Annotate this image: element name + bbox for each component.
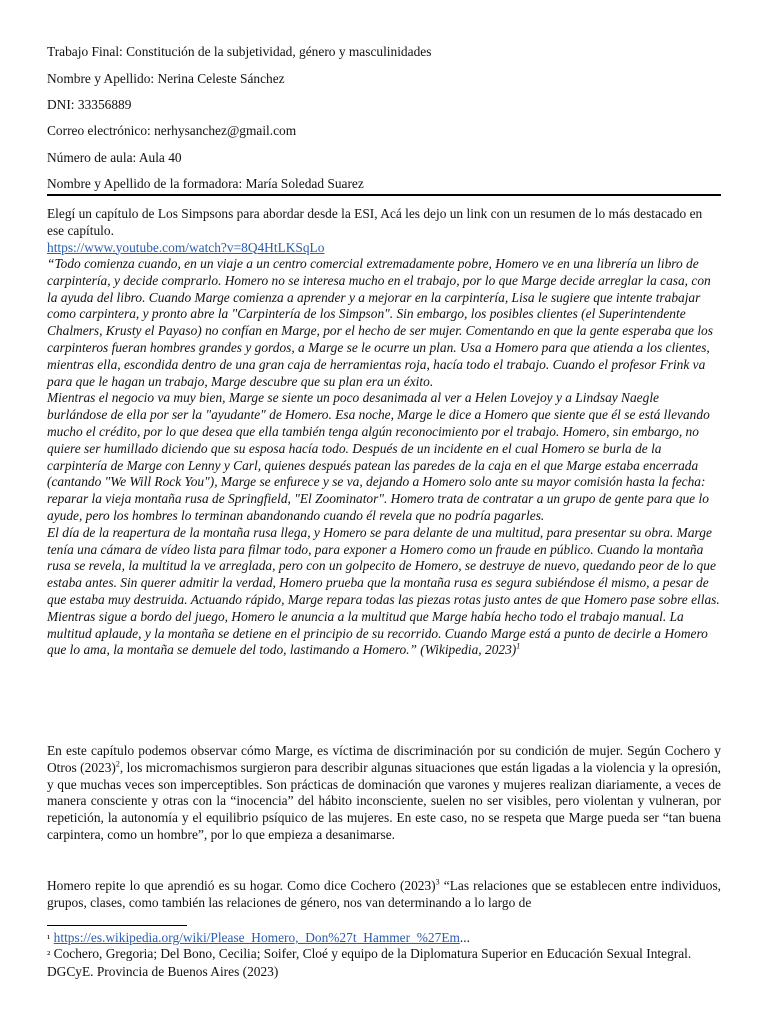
quote-paragraph-3 <box>47 525 721 659</box>
footnote-2-text: Cochero, Gregoria; Del Bono, Cecilia; Soifer, Cloé y equipo de la Diplomatura Superior en Educación Sexual Integral. DGCyE. Provincia de Buenos Aires (2023) <box>47 946 692 979</box>
footnote-2-mark: ² <box>47 949 51 961</box>
trainer-name: Nombre y Apellido de la formadora: María Soledad Suarez <box>47 176 364 191</box>
youtube-link[interactable]: https://www.youtube.com/watch?v=8Q4HtLKSqLo <box>47 239 325 255</box>
footnote-1-mark: ¹ <box>47 933 51 945</box>
analysis-text-1a: En este capítulo podemos observar cómo Marge, es víctima de discriminación por su condición de mujer. Según Cochero y Otros (2023) <box>47 743 721 775</box>
classroom-number: Número de aula: Aula 40 <box>47 150 182 165</box>
student-dni: DNI: 33356889 <box>47 97 132 112</box>
wikipedia-link[interactable]: https://es.wikipedia.org/wiki/Please_Homero,_Don%27t_Hammer_%27Em <box>53 930 460 945</box>
student-name: Nombre y Apellido: Nerina Celeste Sánchez <box>47 71 285 86</box>
quote-paragraph-3-text: El día de la reapertura de la montaña rusa llega, y Homero se para delante de una multitud, para presentar su obra. Marge tenía una cámara de vídeo lista para filmar todo, para exponer a Homero como un fraude en público. Cuando la montaña rusa se revela, la multitud la ve arreglada, pero con un golpecito de Homero, se destruye de nuevo, quedando peor de lo que estaba antes. Sin querer admitir la verdad, Homero prueba que la montaña rusa es segura subiéndose él mismo, a pesar de que estaba muy destruida. Actuando rápido, Marge repara todas las piezas rotas justo antes de que Homero pase sobre ellas. Mientras sigue a bordo del juego, Homero le anuncia a la multitud que Marge había hecho todo el trabajo manual. La multitud aplaude, y la montaña se detiene en el principio de su recorrido. Cuando Marge está a punto de decirle a Homero que lo ama, la montaña se demuele del todo, lastimando a Homero.” (Wikipedia, 2023) <box>47 524 720 658</box>
quote-paragraph-1: “Todo comienza cuando, en un viaje a un centro comercial extremadamente pobre, Homero ve en una librería un libro de carpintería, y decide comprarlo. Homero no se interesa mucho en el trabajo, por lo que Marge decide arreglar la casa, con la ayuda del libro. Cuando Marge comienza a aprender y a mejorar en la carpintería, Lisa le sugiere que intente trabajar como carpintera, y pronto abre la "Carpintería de los Simpson". Sin embargo, los posibles clientes (el Superintendente Chalmers, Krusty el Payaso) no confían en Marge, por el hecho de ser mujer. Comentando en que la gente esperaba que los carpinteros fueran hombres grandes y gordos, a Marge se le ocurre un plan. Usa a Homero para que atienda a los clientes, mientras ella, escondida dentro de una gran caja de herramientas roja, hacía todo el trabajo. Cuando el profesor Frink va para que le hagan un trabajo, Marge descubre que su plan era un éxito. <box>47 256 713 389</box>
footnote-ref-1[interactable]: 1 <box>516 641 521 651</box>
quote-paragraph-2: Mientras el negocio va muy bien, Marge se siente un poco desanimada al ver a Helen Lovejoy y a Lindsay Naegle burlándose de ella por ser la "ayudante" de Homero. Esa noche, Marge le dice a Homero que siente que él se está llevando mucho el crédito, por lo que desea que ella también tenga algún reconocimiento por el trabajo. Homero, sin embargo, no quiere ser humillado diciendo que su esposa hacía todo. Después de un incidente en el cual Homero se burla de la carpintería de Marge con Lenny y Carl, quienes después patean las paredes de la caja en el que Marge estaba encerrada (cantando "We Will Rock You"), Marge se enfurece y se va, dejando a Homero solo ante su mayor comisión hasta la fecha: reparar la vieja montaña rusa de Springfield, "El Zoominator". Homero trata de contratar a un grupo de gente para que lo ayude, pero los hombres lo terminan abandonando cuando él revela que no podría pagarles. <box>47 390 710 523</box>
analysis-paragraph-1 <box>47 743 721 844</box>
assignment-title: Trabajo Final: Constitución de la subjetividad, género y masculinidades <box>47 44 432 59</box>
analysis-text-2b: “Las relaciones que se establecen entre individuos, grupos, clases, como también las relaciones de género, nos van determinando a lo largo de <box>47 878 721 910</box>
header-divider <box>47 194 721 196</box>
episode-quote <box>47 256 721 659</box>
footnote-2 <box>47 946 721 981</box>
footnote-separator <box>47 925 187 926</box>
analysis-text-1b: , los micromachismos surgieron para describir algunas situaciones que están ligadas a la violencia y la opresión, y que muchas veces son imperceptibles. Son prácticas de dominación que varones y mujeres realizan diariamente, a veces de manera consciente y otras con la “inocencia” del hábito inconsciente, suelen no ser visibles, pero violentan y vulneran, por repetición, la autonomía y el equilibrio psíquico de las mujeres. En este caso, no se respeta que Marge pueda ser “tan buena carpintera, como un hombre”, por lo que empieza a desanimarse. <box>47 759 721 842</box>
footnote-1-tail: ... <box>459 930 470 945</box>
intro-section <box>47 206 721 256</box>
footnote-ref-2[interactable]: 2 <box>115 759 120 769</box>
student-email: Correo electrónico: nerhysanchez@gmail.com <box>47 123 297 138</box>
analysis-text-2a: Homero repite lo que aprendió es su hogar. Como dice Cochero (2023) <box>47 878 436 893</box>
analysis-paragraph-2 <box>47 878 721 912</box>
intro-text: Elegí un capítulo de Los Simpsons para abordar desde la ESI, Acá les dejo un link con un resumen de lo más destacado en ese capítulo. <box>47 206 703 238</box>
footnote-ref-3[interactable]: 3 <box>435 877 440 887</box>
